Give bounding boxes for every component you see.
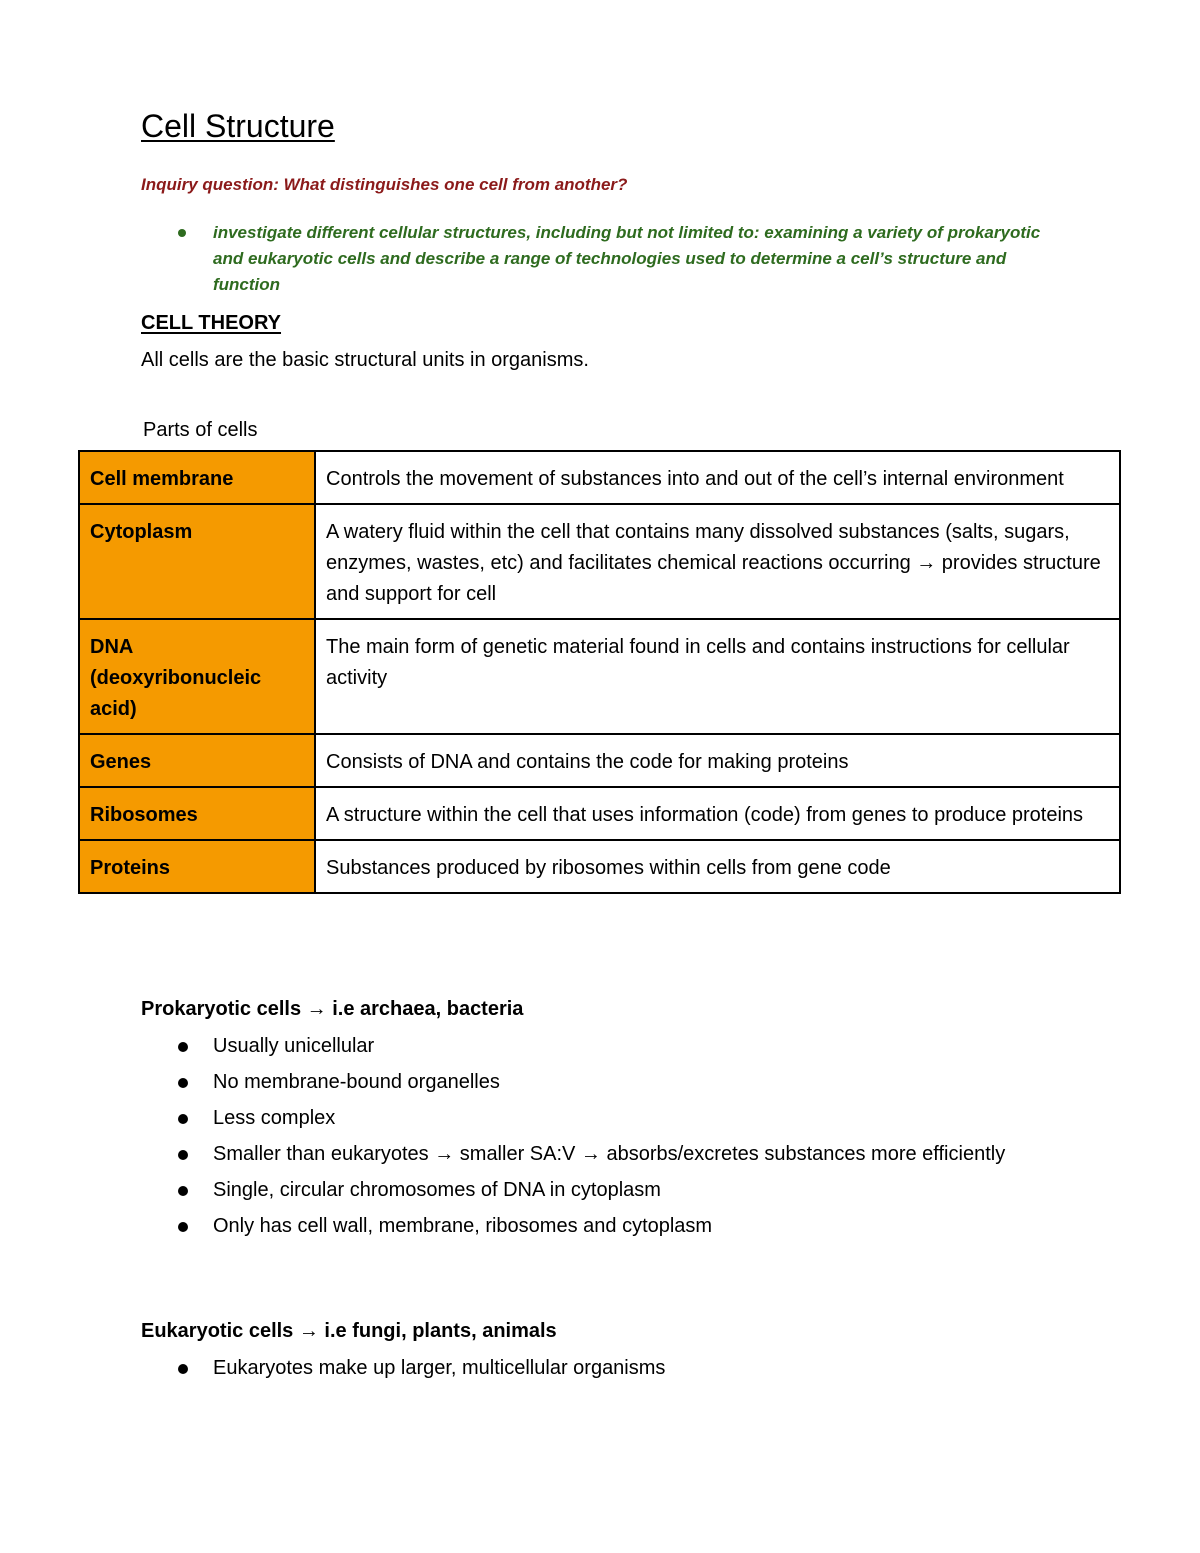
list-item: [141, 1100, 1061, 1136]
list-item-text: Single, circular chromosomes of DNA in cytoplasm: [213, 1179, 661, 1201]
bullet-icon: [178, 1114, 188, 1124]
prokaryotic-heading: Prokaryotic cells → i.e archaea, bacteria: [141, 998, 524, 1020]
term-cell: Proteins: [79, 840, 315, 893]
bullet-icon: [178, 1222, 188, 1232]
list-item-text: No membrane-bound organelles: [213, 1071, 500, 1093]
list-item-text: Usually unicellular: [213, 1035, 375, 1057]
list-item-text: Less complex: [213, 1107, 336, 1129]
outcome-list: [141, 220, 1071, 298]
table-row: [79, 504, 1120, 619]
list-item: [141, 1172, 1061, 1208]
table-row: [79, 451, 1120, 504]
page-title: Cell Structure: [141, 108, 335, 144]
bullet-icon: [178, 1364, 188, 1374]
table-row: [79, 787, 1120, 840]
term-cell: Ribosomes: [79, 787, 315, 840]
list-item: [141, 1028, 1061, 1064]
list-item: [141, 1064, 1061, 1100]
bullet-icon: [178, 1078, 188, 1088]
bullet-icon: [178, 1150, 188, 1160]
table-row: [79, 840, 1120, 893]
list-item-text: Only has cell wall, membrane, ribosomes and cytoplasm: [213, 1215, 713, 1237]
list-item-text: Eukaryotes make up larger, multicellular organisms: [213, 1357, 666, 1379]
bullet-icon: [178, 1042, 188, 1052]
definition-cell: Controls the movement of substances into and out of the cell’s internal environment: [315, 451, 1120, 504]
cell-theory-heading: CELL THEORY: [141, 312, 282, 334]
inquiry-question: Inquiry question: What distinguishes one cell from another?: [141, 175, 628, 194]
definition-cell: The main form of genetic material found in cells and contains instructions for cellular activity: [315, 619, 1120, 734]
list-item: [141, 1350, 1061, 1386]
definition-cell: A structure within the cell that uses information (code) from genes to produce proteins: [315, 787, 1120, 840]
parts-of-cells-table: [78, 450, 1121, 894]
outcome-text: investigate different cellular structures, including but not limited to: examining a variety of prokaryotic and eukaryotic cells and describe a range of technologies used to determine a cell’s structure and function: [213, 223, 1041, 294]
bullet-icon: [178, 229, 186, 237]
cell-theory-statement: All cells are the basic structural units in organisms.: [141, 349, 589, 371]
table-row: [79, 734, 1120, 787]
table-row: [79, 619, 1120, 734]
term-cell: Genes: [79, 734, 315, 787]
definition-cell: Substances produced by ribosomes within cells from gene code: [315, 840, 1120, 893]
list-item: [141, 1136, 1061, 1172]
bullet-icon: [178, 1186, 188, 1196]
definition-cell: A watery fluid within the cell that contains many dissolved substances (salts, sugars, enzymes, wastes, etc) and facilitates chemical reactions occurring → provides structure and support for cell: [315, 504, 1120, 619]
definition-cell: Consists of DNA and contains the code for making proteins: [315, 734, 1120, 787]
outcome-item: [141, 220, 1071, 298]
term-cell: Cell membrane: [79, 451, 315, 504]
parts-caption: Parts of cells: [143, 419, 258, 441]
term-cell: Cytoplasm: [79, 504, 315, 619]
eukaryotic-list: [141, 1350, 1061, 1386]
prokaryotic-list: [141, 1028, 1061, 1244]
list-item: [141, 1208, 1061, 1244]
list-item-text: Smaller than eukaryotes → smaller SA:V → absorbs/excretes substances more efficiently: [213, 1143, 1006, 1165]
term-cell: DNA (deoxyribonucleic acid): [79, 619, 315, 734]
eukaryotic-heading: Eukaryotic cells → i.e fungi, plants, animals: [141, 1320, 557, 1342]
